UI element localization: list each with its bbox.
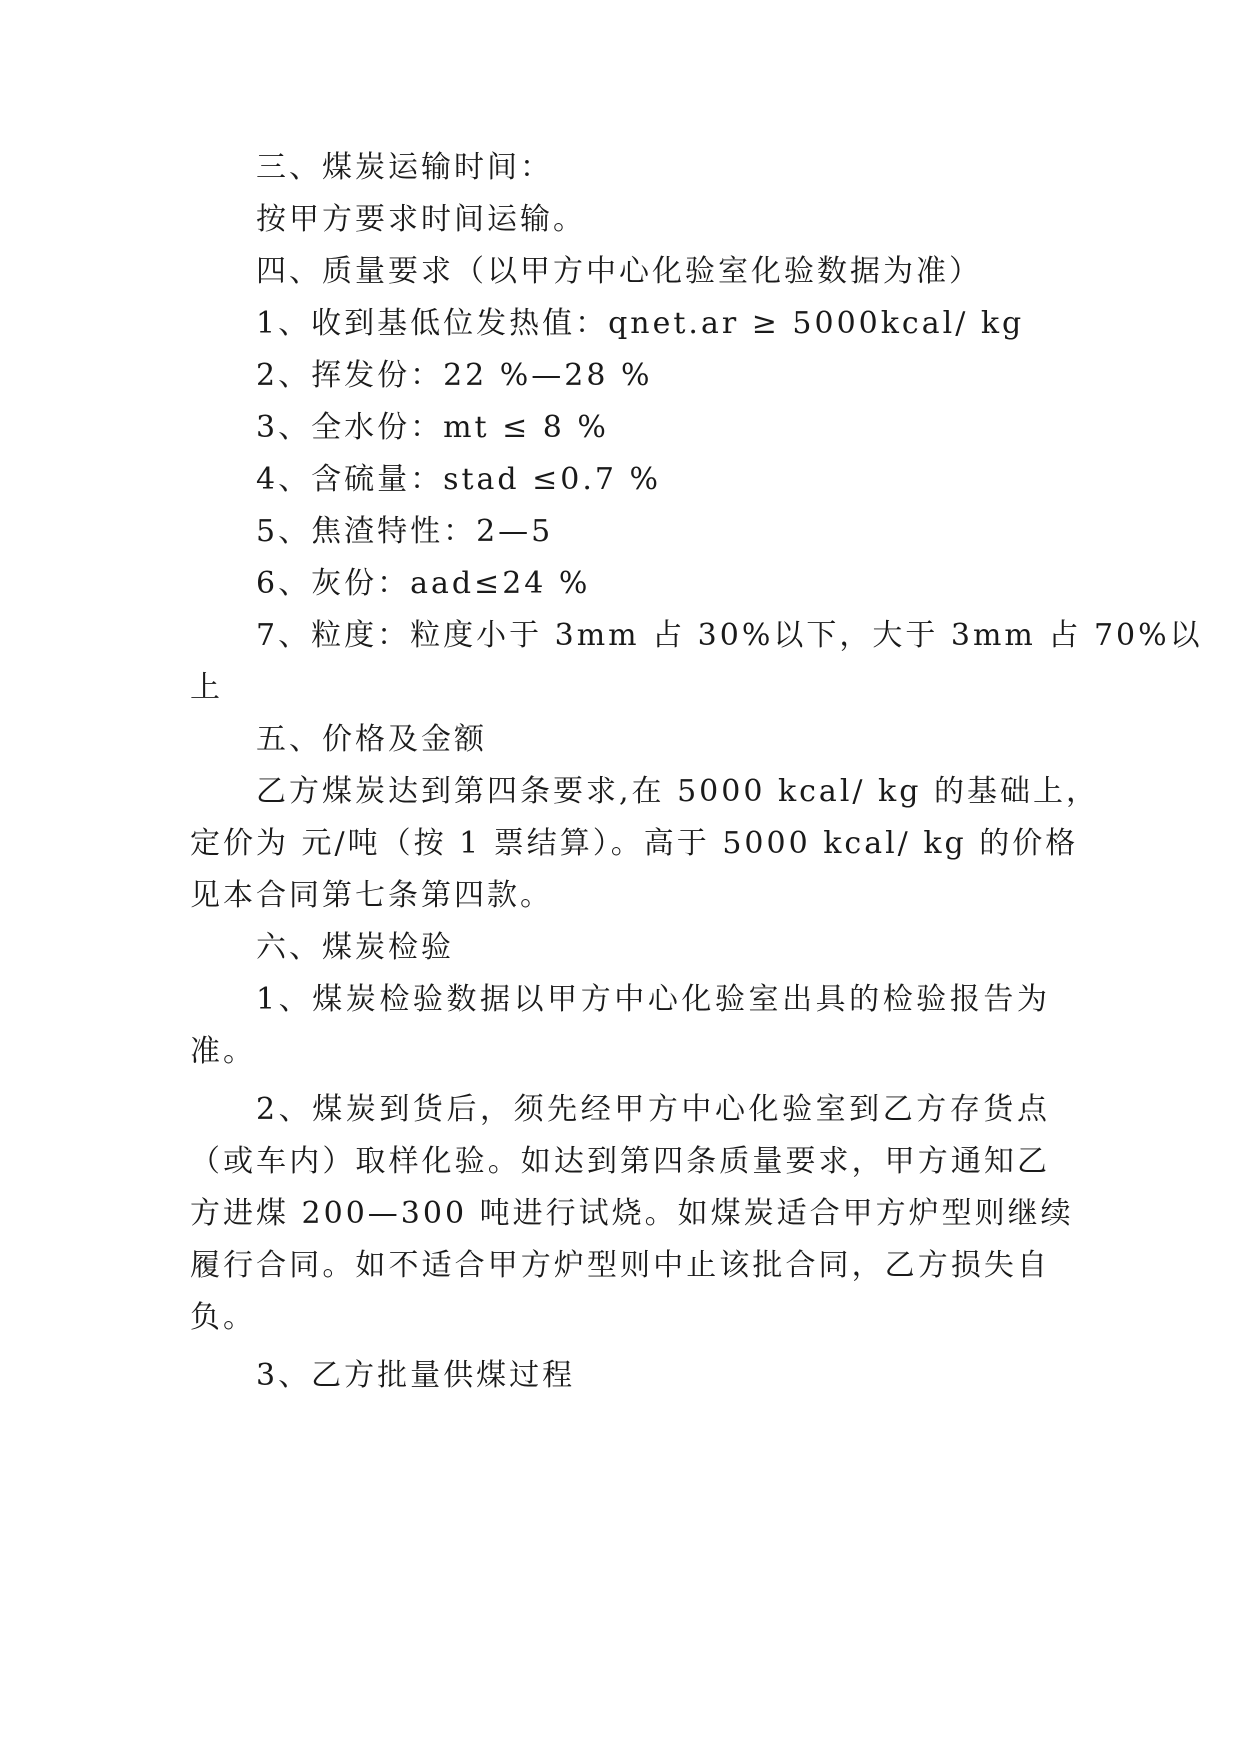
paragraph-price-line-1: 乙方煤炭达到第四条要求,在 5000 kcal/ kg 的基础上， bbox=[256, 774, 1099, 809]
inspection-item-2-line-2: （或车内）取样化验。如达到第四条质量要求，甲方通知乙 bbox=[190, 1144, 1050, 1179]
section-heading-price: 五、价格及金额 bbox=[256, 722, 487, 757]
quality-item-coke-residue: 5、焦渣特性：2—5 bbox=[256, 514, 554, 549]
inspection-item-2-line-1: 2、煤炭到货后，须先经甲方中心化验室到乙方存货点 bbox=[256, 1092, 1050, 1127]
quality-item-ash: 6、灰份：aad≤24 % bbox=[256, 566, 591, 601]
quality-item-sulfur: 4、含硫量：stad ≤0.7 % bbox=[256, 462, 662, 497]
quality-item-moisture: 3、全水份：mt ≤ 8 % bbox=[256, 410, 609, 445]
inspection-item-1-line-2: 准。 bbox=[190, 1034, 256, 1069]
section-heading-inspection: 六、煤炭检验 bbox=[256, 930, 454, 965]
inspection-item-2-line-5: 负。 bbox=[190, 1300, 256, 1335]
inspection-item-1-line-1: 1、煤炭检验数据以甲方中心化验室出具的检验报告为 bbox=[256, 982, 1050, 1017]
quality-item-volatile: 2、挥发份：22 %—28 % bbox=[256, 358, 653, 393]
paragraph-transport: 按甲方要求时间运输。 bbox=[256, 202, 586, 237]
inspection-item-3: 3、乙方批量供煤过程 bbox=[256, 1358, 576, 1393]
paragraph-price-line-2: 定价为 元/吨（按 1 票结算）。高于 5000 kcal/ kg 的价格 bbox=[190, 826, 1079, 861]
paragraph-price-line-3: 见本合同第七条第四款。 bbox=[190, 878, 553, 913]
section-heading-transport-time: 三、煤炭运输时间： bbox=[256, 150, 553, 185]
quality-item-granularity: 7、粒度：粒度小于 3mm 占 30%以下，大于 3mm 占 70%以 bbox=[256, 618, 1203, 653]
inspection-item-2-line-4: 履行合同。如不适合甲方炉型则中止该批合同，乙方损失自 bbox=[190, 1248, 1050, 1283]
section-heading-quality: 四、质量要求（以甲方中心化验室化验数据为准） bbox=[256, 254, 982, 289]
inspection-item-2-line-3: 方进煤 200—300 吨进行试烧。如煤炭适合甲方炉型则继续 bbox=[190, 1196, 1074, 1231]
quality-item-granularity-cont: 上 bbox=[190, 670, 223, 705]
quality-item-calorific: 1、收到基低位发热值：qnet.ar ≥ 5000kcal/ kg bbox=[256, 306, 1025, 341]
